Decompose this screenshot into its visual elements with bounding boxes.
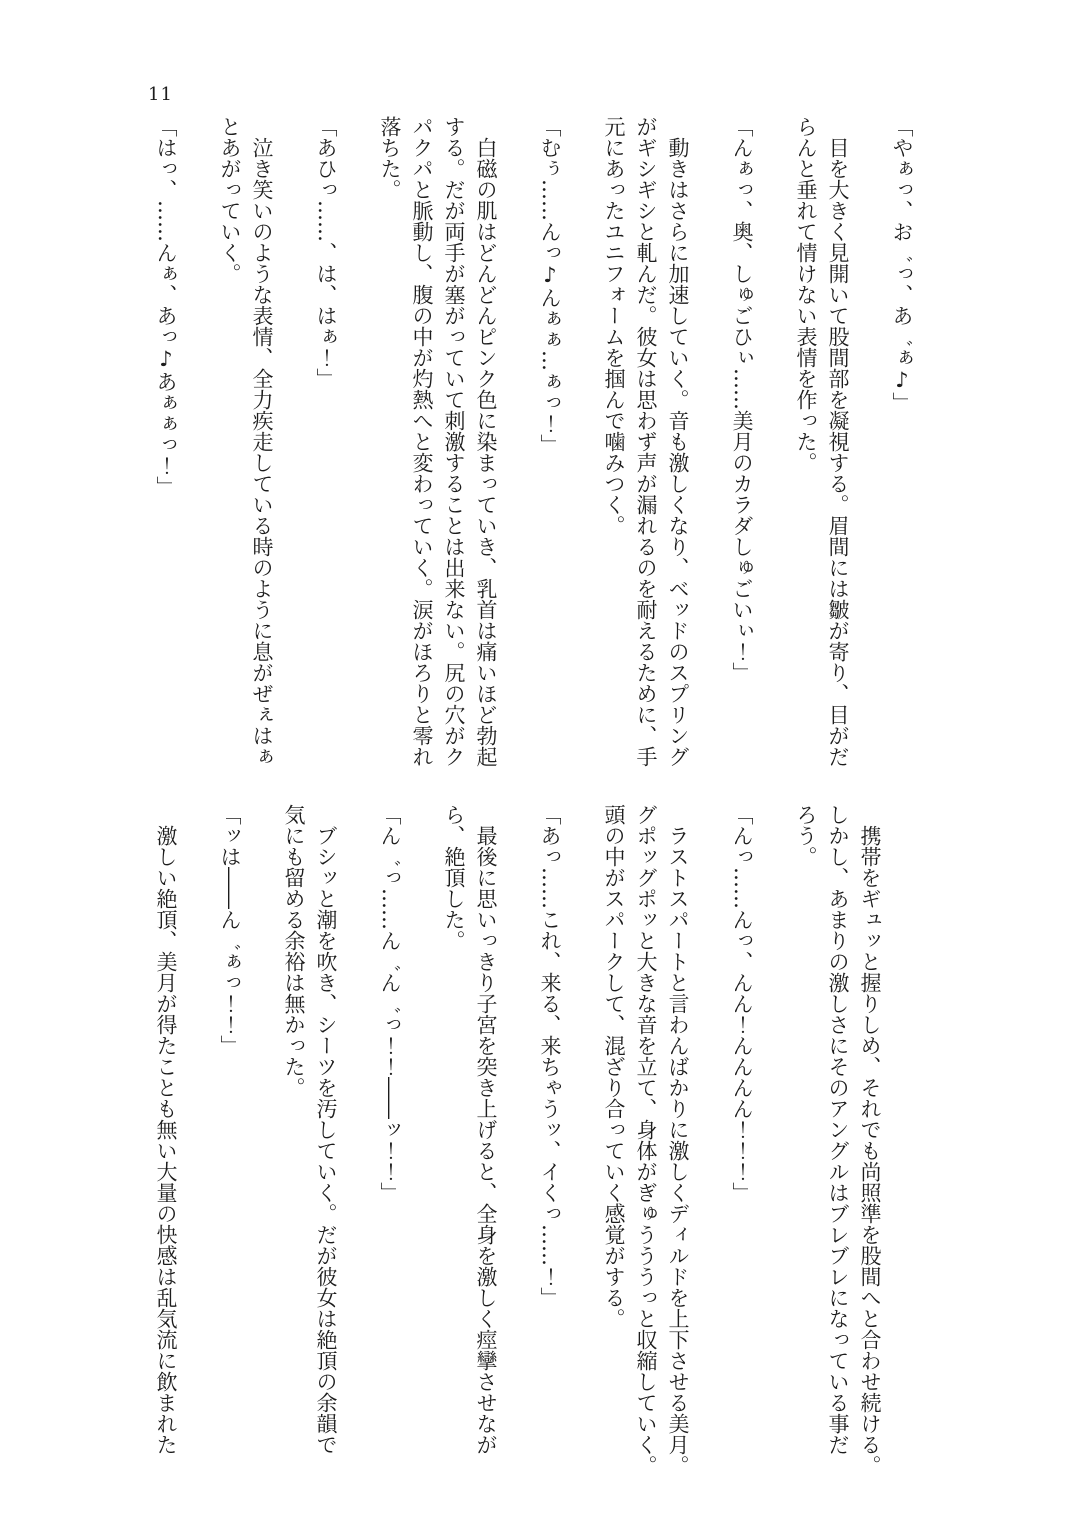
- dialogue-column: 「むぅ……んっ♪んぁぁ…ぁっ！」: [538, 116, 562, 455]
- narrative-column: ろう。: [794, 804, 818, 867]
- narrative-column: がギシギシと軋んだ。彼女は思わず声が漏れるのを耐えるために、手: [634, 116, 658, 767]
- narrative-column: しかし、あまりの激しさにそのアングルはブレブレになっている事だ: [826, 804, 850, 1455]
- dialogue-column: 「んぁっ、奥、しゅごひぃ……美月のカラダしゅごいぃ！」: [730, 116, 754, 683]
- upper-text-block: [150, 116, 918, 808]
- narrative-column: 最後に思いっきり子宮を突き上げると、全身を激しく痙攣させなが: [474, 804, 498, 1455]
- column-gap: [182, 804, 214, 1496]
- column-gap: [246, 804, 278, 1496]
- column-gap: [502, 116, 534, 808]
- narrative-column: 激しい絶頂、美月が得たことも無い大量の快感は乱気流に飲まれた: [154, 804, 178, 1455]
- dialogue-column: 「あひっ……、は、はぁ！」: [314, 116, 338, 389]
- column-gap: [854, 116, 886, 808]
- dialogue-column: 「ん゛っ……ん゛ん゛っ！！――ッ！！」: [378, 804, 402, 1203]
- narrative-column: 頭の中がスパークして、混ざり合っていく感覚がする。: [602, 804, 626, 1329]
- narrative-column: 落ちた。: [378, 116, 402, 200]
- dialogue-column: 「んっ……んっ、んん！んんんん！！！」: [730, 804, 754, 1203]
- narrative-column: 気にも留める余裕は無かった。: [282, 804, 306, 1098]
- narrative-column: とあがっていく。: [218, 116, 242, 284]
- dialogue-column: 「はっ、……んぁ、あっ♪あぁぁっ！」: [154, 116, 178, 497]
- page-number: 11: [148, 84, 173, 105]
- column-gap: [406, 804, 438, 1496]
- lower-text-block: [150, 804, 886, 1496]
- dialogue-column: 「やぁっ、お゛っ、あ゛ぁ♪」: [890, 116, 914, 413]
- column-gap: [758, 804, 790, 1496]
- narrative-column: 動きはさらに加速していく。音も激しくなり、ベッドのスプリング: [666, 116, 690, 767]
- column-gap: [694, 116, 726, 808]
- narrative-column: ブシッと潮を吹き、シーツを汚していく。だが彼女は絶頂の余韻で: [314, 804, 338, 1455]
- column-gap: [182, 116, 214, 808]
- narrative-column: らんと垂れて情けない表情を作った。: [794, 116, 818, 473]
- narrative-column: ラストスパートと言わんばかりに激しくディルドを上下させる美月。: [666, 804, 690, 1476]
- column-gap: [278, 116, 310, 808]
- narrative-column: 元にあったユニフォームを掴んで噛みつく。: [602, 116, 626, 536]
- narrative-column: する。だが両手が塞がっていて刺激することは出来ない。尻の穴がク: [442, 116, 466, 767]
- narrative-column: パクパと脈動し、腹の中が灼熱へと変わっていく。涙がほろりと零れ: [410, 116, 434, 767]
- narrative-column: 白磁の肌はどんどんピンク色に染まっていき、乳首は痛いほど勃起: [474, 116, 498, 767]
- narrative-column: 泣き笑いのような表情、全力疾走している時のように息がぜぇはぁ: [250, 116, 274, 767]
- dialogue-column: 「あっ……これ、来る、来ちゃうッ、イくっ……！」: [538, 804, 562, 1308]
- dialogue-column: 「ッは――ん゛ぁっ！！」: [218, 804, 242, 1056]
- column-gap: [566, 116, 598, 808]
- column-gap: [342, 804, 374, 1496]
- column-gap: [694, 804, 726, 1496]
- column-gap: [502, 804, 534, 1496]
- column-gap: [566, 804, 598, 1496]
- narrative-column: 携帯をギュッと握りしめ、それでも尚照準を股間へと合わせ続ける。: [858, 804, 882, 1476]
- column-gap: [758, 116, 790, 808]
- column-gap: [342, 116, 374, 808]
- narrative-column: グポッグポッと大きな音を立て、身体がぎゅうううっと収縮していく。: [634, 804, 658, 1476]
- narrative-column: 目を大きく見開いて股間部を凝視する。眉間には皺が寄り、目がだ: [826, 116, 850, 767]
- narrative-column: ら、絶頂した。: [442, 804, 466, 951]
